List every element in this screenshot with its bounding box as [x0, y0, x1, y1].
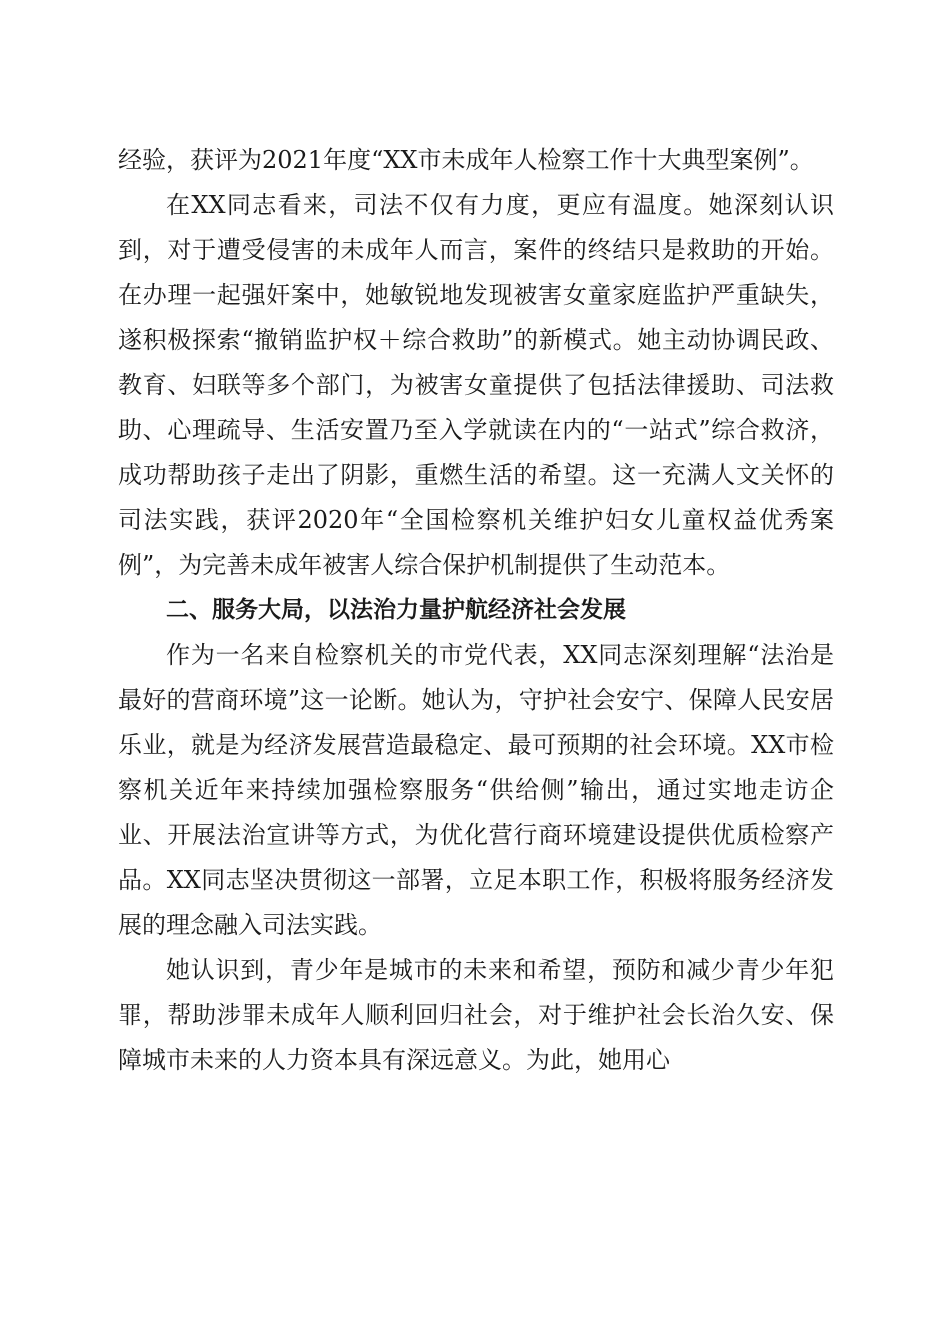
- section-heading: 二、服务大局，以法治力量护航经济社会发展: [166, 597, 626, 623]
- paragraph-judicial-warmth: 在XX同志看来，司法不仅有力度，更应有温度。她深刻认识到，对于遭受侵害的未成年人而言，案件的终结只是救助的开始。在办理一起强奸案中，她敏锐地发现被害女童家庭监护严重缺失，遂积极探索“撤销监护权＋综合救助”的新模式。她主动协调民政、教育、妇联等多个部门，为被害女童提供了包括法律援助、司法救助、心理疏导、生活安置乃至入学就读在内的“一站式”综合救济，成功帮助孩子走出了阴影，重燃生活的希望。这一充满人文关怀的司法实践，获评2020年“全国检察机关维护妇女儿童权益优秀案例”，为完善未成年被害人综合保护机制提供了生动范本。: [118, 191, 834, 579]
- paragraph-continuation: 经验，获评为2021年度“XX市未成年人检察工作十大典型案例”。: [118, 146, 814, 174]
- document-body: [118, 138, 834, 1083]
- paragraph-business-environment: 作为一名来自检察机关的市党代表，XX同志深刻理解“法治是最好的营商环境”这一论断。她认为，守护社会安宁、保障人民安居乐业，就是为经济发展营造最稳定、最可预期的社会环境。XX市检察机关近年来持续加强检察服务“供给侧”输出，通过实地走访企业、开展法治宣讲等方式，为优化营行商环境建设提供优质检察产品。XX同志坚决贯彻这一部署，立足本职工作，积极将服务经济发展的理念融入司法实践。: [118, 641, 834, 939]
- paragraph-youth-crime-prevention: 她认识到，青少年是城市的未来和希望，预防和减少青少年犯罪，帮助涉罪未成年人顺利回归社会，对于维护社会长治久安、保障城市未来的人力资本具有深远意义。为此，她用心: [118, 956, 834, 1074]
